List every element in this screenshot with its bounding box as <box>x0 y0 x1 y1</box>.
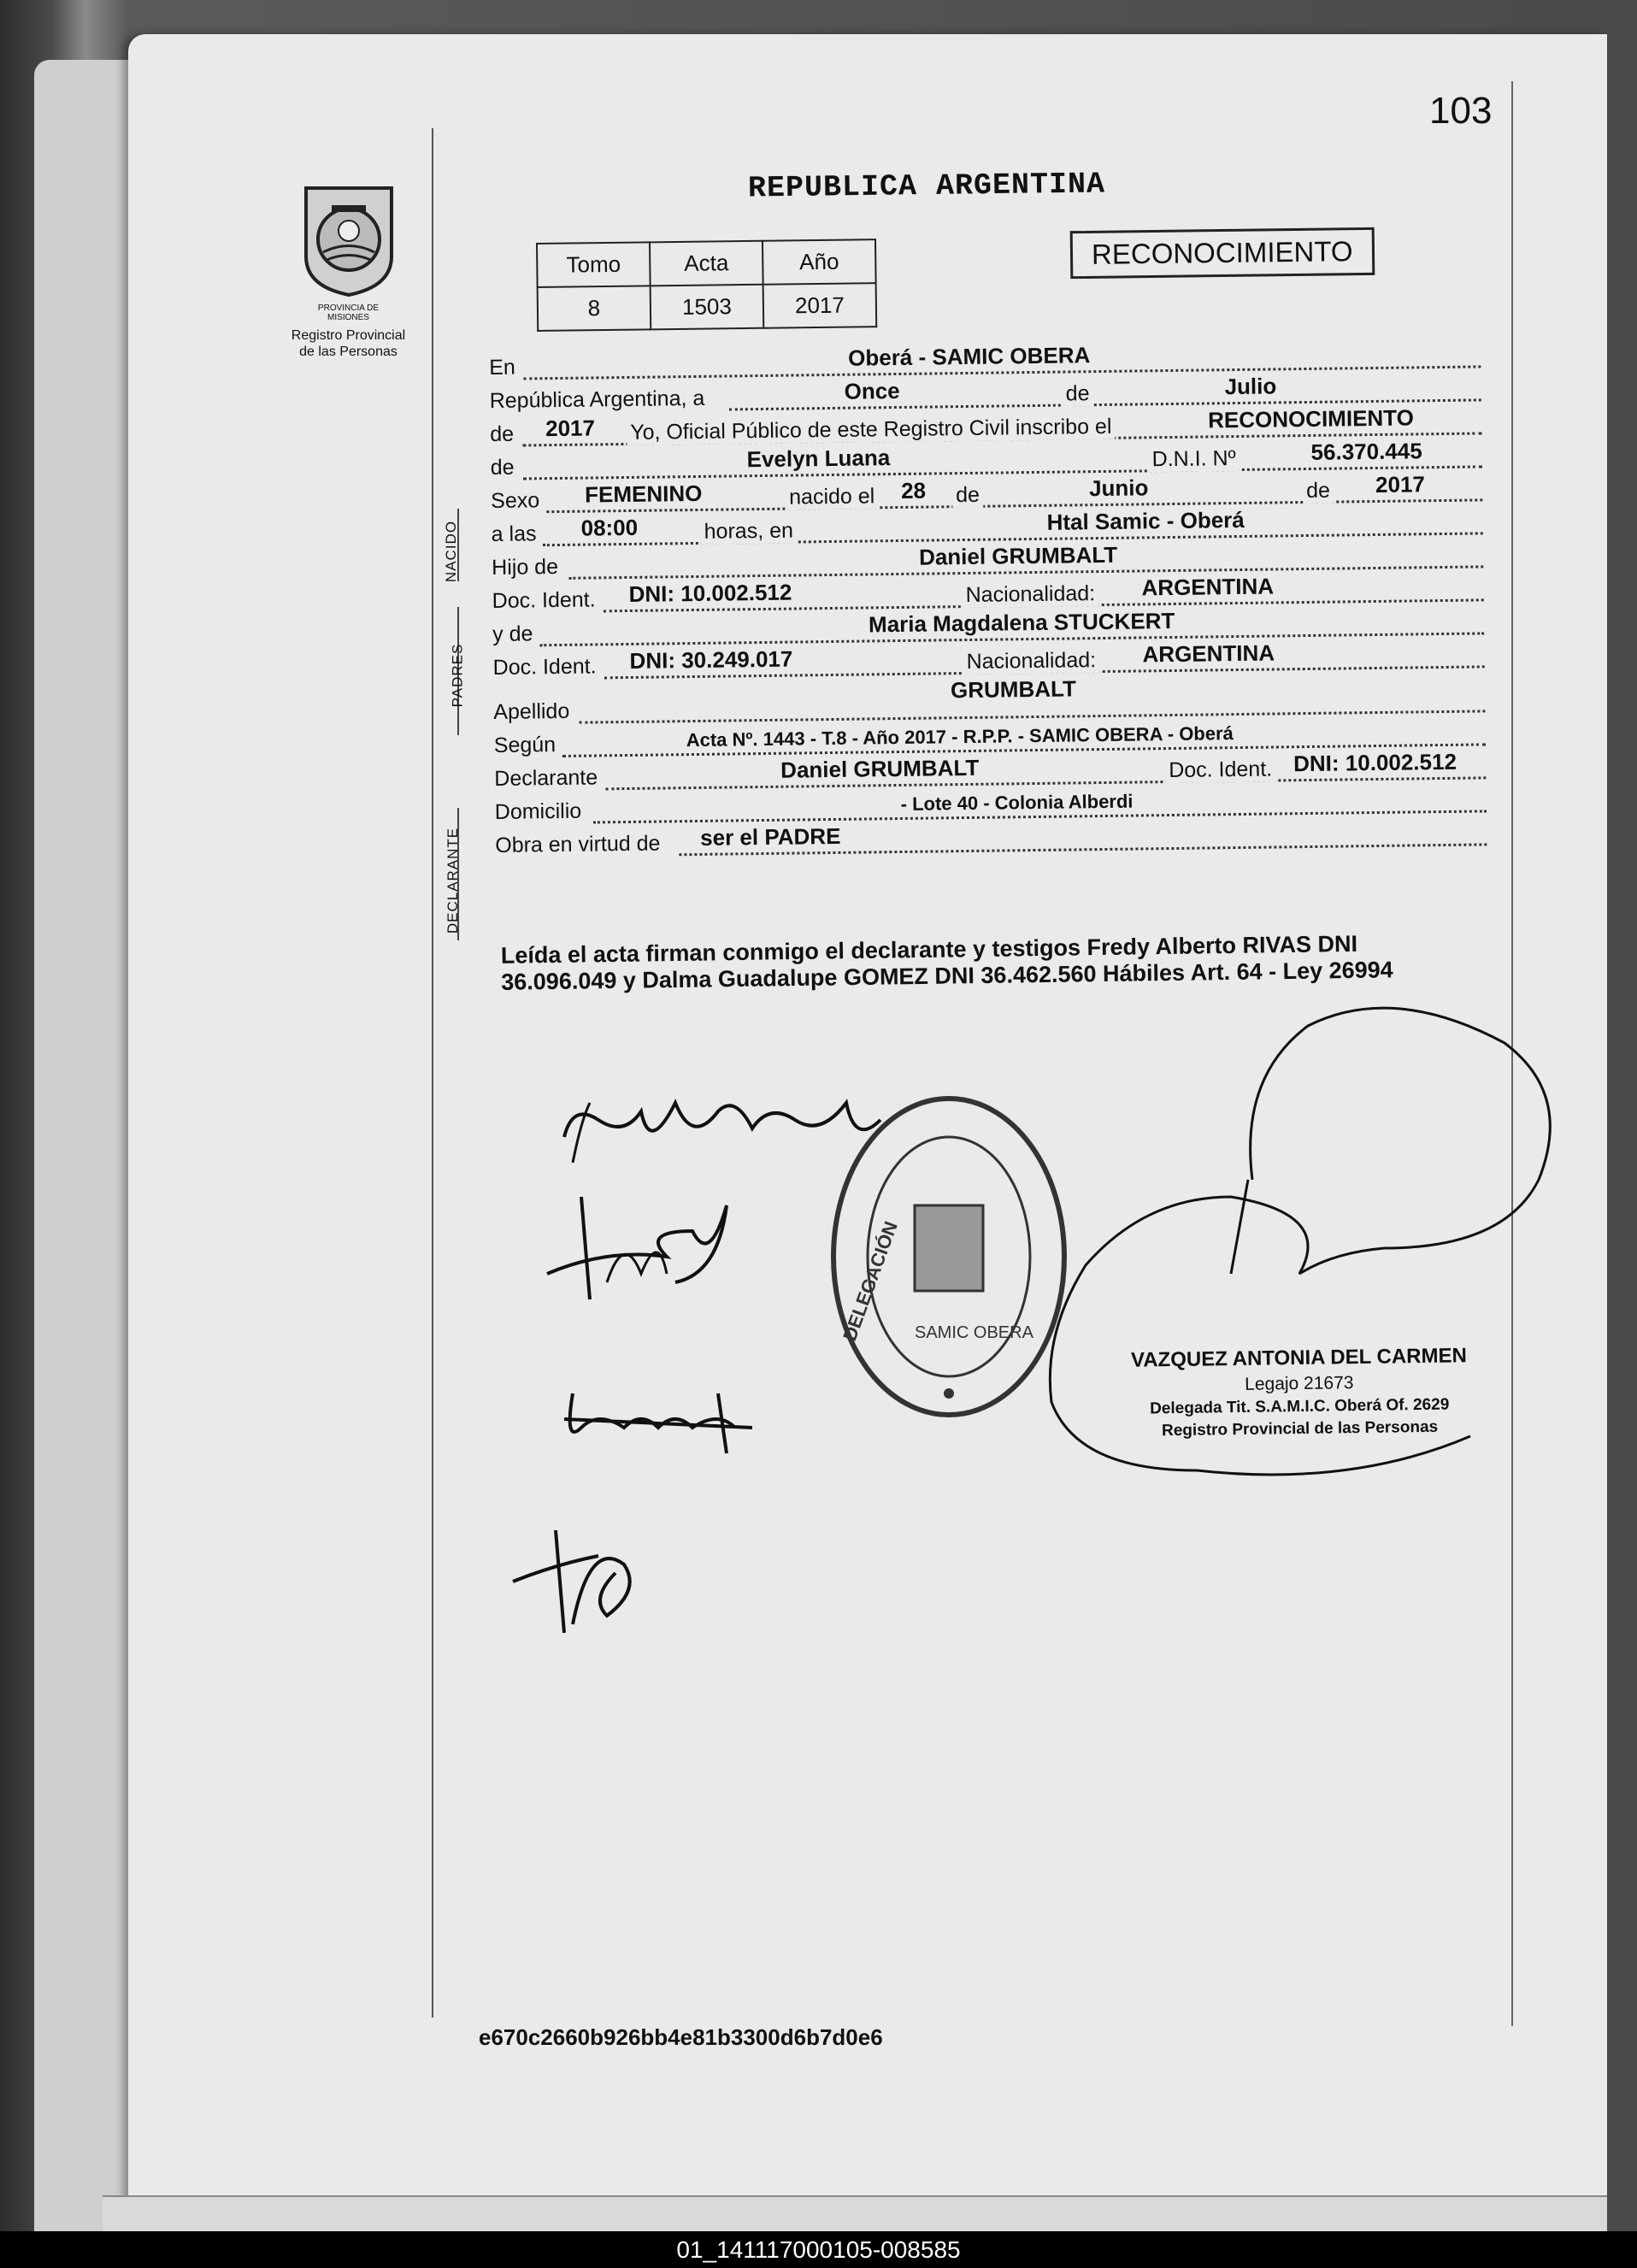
birth-year-value: 2017 <box>1375 471 1426 498</box>
registration-form <box>489 338 1487 862</box>
witness-1-signature-icon <box>530 1180 752 1317</box>
year-value: 2017 <box>545 415 596 442</box>
stamp-center-text: SAMIC OBERA <box>915 1323 1033 1342</box>
sexo-value: FEMENINO <box>584 480 703 508</box>
nacido-section-label: NACIDO <box>443 520 460 583</box>
de2-label: de <box>490 422 517 447</box>
document-type-box: RECONOCIMIENTO <box>1070 227 1375 279</box>
logo-caption-2: de las Personas <box>299 345 397 359</box>
day-value: Once <box>844 377 900 404</box>
father-doc-value: DNI: 10.002.512 <box>628 579 792 607</box>
header-tomo: Tomo <box>537 242 651 287</box>
province-seal-icon <box>297 180 400 299</box>
father-doc-label: Doc. Ident. <box>492 587 599 614</box>
declarante-label: Declarante <box>494 765 601 792</box>
horas-label: horas, en <box>701 518 798 544</box>
de-label: de <box>1063 381 1093 406</box>
obra-value: ser el PADRE <box>699 822 841 851</box>
apellido-label: Apellido <box>493 699 573 725</box>
father-value: Daniel GRUMBALT <box>918 541 1118 570</box>
father-nac-label: Nacionalidad: <box>962 581 1098 608</box>
mother-doc-label: Doc. Ident. <box>492 654 599 680</box>
child-name-value: Evelyn Luana <box>746 445 891 473</box>
officer-initials-signature-icon <box>504 1522 658 1641</box>
yde-label: y de <box>492 621 537 647</box>
record-header-row <box>537 239 876 287</box>
declarante-value: Daniel GRUMBALT <box>780 754 980 783</box>
segun-label: Según <box>494 733 560 758</box>
seal-text-top: PROVINCIA DE <box>317 303 380 313</box>
svg-text:DELEGACIÓN: DELEGACIÓN <box>839 1218 902 1344</box>
mother-nac-value: ARGENTINA <box>1142 639 1275 668</box>
official-role: Delegada Tit. S.A.M.I.C. Oberá Of. 2629 <box>1149 1395 1450 1418</box>
seal-text-bottom: MISIONES <box>327 313 369 322</box>
official-signature-icon <box>1026 992 1590 1522</box>
value-acta: 1503 <box>651 285 764 330</box>
mother-doc-value: DNI: 30.249.017 <box>629 645 793 674</box>
official-registry: Registro Provincial de las Personas <box>1161 1417 1439 1440</box>
scan-id-footer: 01_141117000105-008585 <box>0 2231 1637 2268</box>
alas-label: a las <box>492 521 540 547</box>
en-label: En <box>489 356 519 380</box>
de5-label: de <box>1303 479 1334 504</box>
sexo-label: Sexo <box>491 488 543 514</box>
left-margin-rule <box>432 128 433 2018</box>
de4-label: de <box>952 483 983 508</box>
dni-label: D.N.I. Nº <box>1148 446 1239 472</box>
dni-value: 56.370.445 <box>1310 438 1422 465</box>
declarante-doc-label: Doc. Ident. <box>1165 757 1275 783</box>
record-table <box>536 239 877 332</box>
en-value: Oberá - SAMIC OBERA <box>847 342 1091 371</box>
record-value-row <box>538 283 877 331</box>
obra-label: Obra en virtud de <box>495 831 664 857</box>
month-value: Julio <box>1224 373 1277 400</box>
next-page-edge <box>103 2195 1607 2231</box>
de3-label: de <box>491 456 518 480</box>
official-name: VAZQUEZ ANTONIA DEL CARMEN <box>1130 1344 1468 1372</box>
act-value: RECONOCIMIENTO <box>1207 404 1415 433</box>
declarante-section-label: DECLARANTE <box>445 827 462 934</box>
republica-label: República Argentina, a <box>490 386 709 414</box>
header-ano: Año <box>763 239 876 285</box>
padres-section-label: PADRES <box>449 643 466 708</box>
registry-logo <box>274 180 423 360</box>
father-nac-value: ARGENTINA <box>1141 573 1275 601</box>
domicilio-label: Domicilio <box>495 799 586 825</box>
domicilio-value: - Lote 40 - Colonia Alberdi <box>900 790 1134 815</box>
value-tomo: 8 <box>538 286 651 331</box>
hijo-label: Hijo de <box>492 555 562 580</box>
birth-day-value: 28 <box>900 477 927 504</box>
hour-value: 08:00 <box>580 514 639 541</box>
declarante-doc-value: DNI: 10.002.512 <box>1293 748 1457 777</box>
official-legajo: Legajo 21673 <box>1245 1373 1354 1394</box>
logo-caption-1: Registro Provincial <box>291 328 406 343</box>
header-acta: Acta <box>650 241 763 286</box>
birth-month-value: Junio <box>1088 474 1149 502</box>
mother-value: Maria Magdalena STUCKERT <box>868 607 1175 638</box>
official-block <box>1110 1344 1487 1441</box>
document-hash: e670c2660b926bb4e81b3300d6b7d0e6 <box>479 2024 883 2050</box>
closing-statement: Leída el acta firman conmigo el declarante y testigos Fredy Alberto RIVAS DNI 36.096.049 y Dalma Guadalupe GOMEZ DNI 36.462.560 Hábiles Art. 64 - Ley 26994 <box>500 930 1393 995</box>
value-ano: 2017 <box>763 283 877 328</box>
birth-place-value: Htal Samic - Oberá <box>1046 506 1245 535</box>
yo-text: Yo, Oficial Público de este Registro Civil inscribo el <box>627 415 1116 445</box>
witness-2-signature-icon <box>547 1376 769 1470</box>
mother-nac-label: Nacionalidad: <box>963 648 1099 675</box>
document-title: REPUBLICA ARGENTINA <box>747 167 1106 206</box>
page-number: 103 <box>1429 90 1493 132</box>
apellido-value: GRUMBALT <box>950 675 1077 704</box>
nacido-el-label: nacido el <box>786 484 878 510</box>
segun-value: Acta Nº. 1443 - T.8 - Año 2017 - R.P.P. - SAMIC OBERA - Oberá <box>686 722 1234 751</box>
